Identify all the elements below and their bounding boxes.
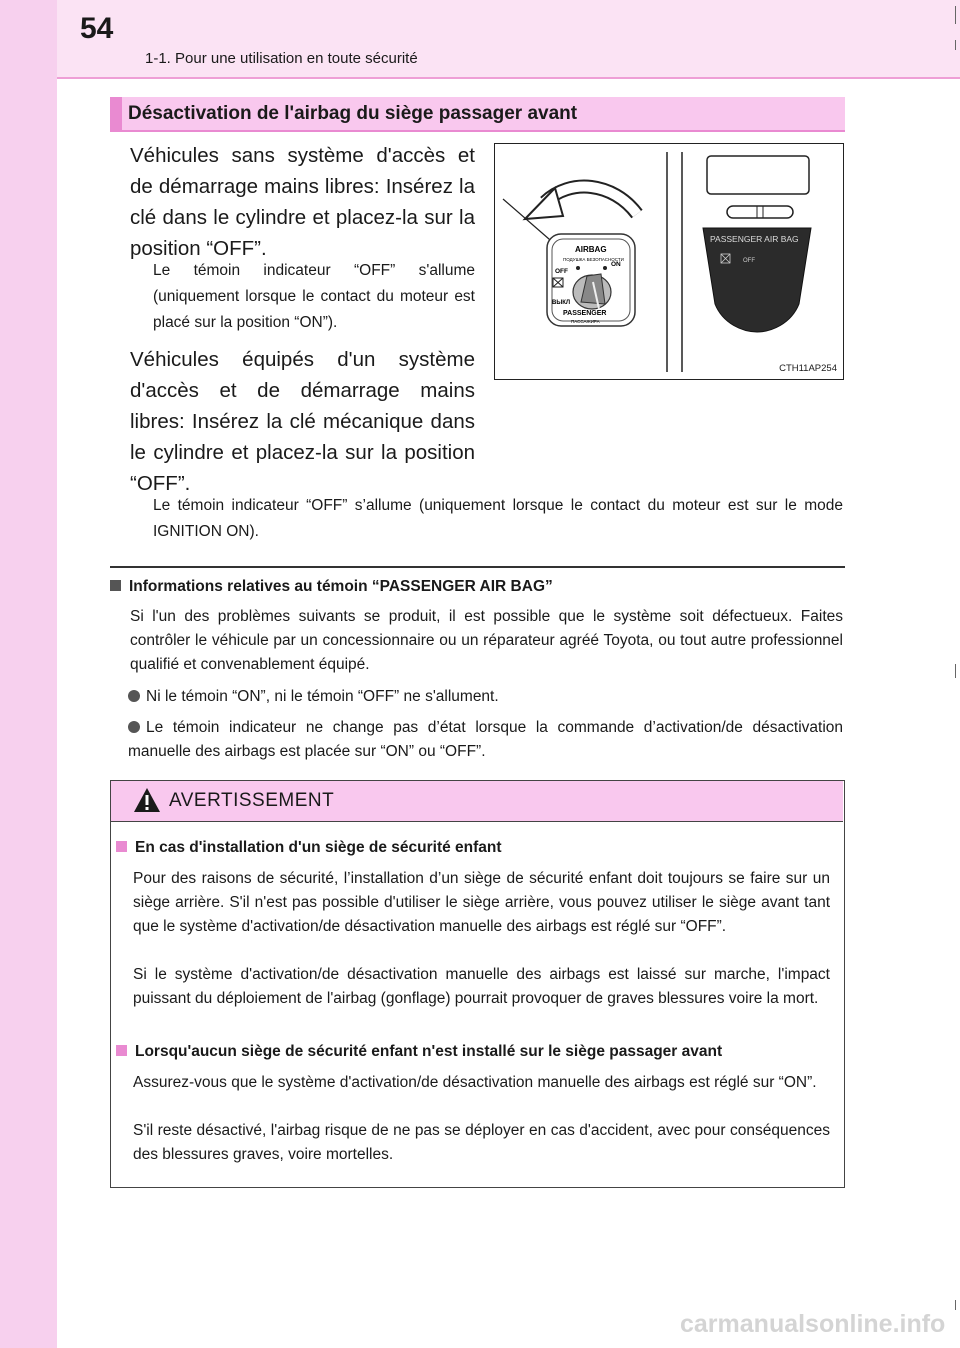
warning-heading-text: En cas d'installation d'un siège de sécurité enfant [135,839,502,856]
left-margin-band [0,0,57,1348]
crop-mark [955,6,956,24]
warning-triangle-icon [133,787,161,813]
illustration-drawing [495,144,844,380]
indicator-label: PASSENGER AIR BAG [710,234,799,244]
crop-mark [955,664,956,678]
warning-text: S'il reste désactivé, l'airbag risque de ne pas se déployer en cas d'accident, avec pour conséquences des blessures graves, voire mortelles. [133,1122,830,1163]
section-title: Désactivation de l'airbag du siège passager avant [128,103,578,124]
page-number: 54 [80,12,114,45]
square-bullet-icon [116,841,127,852]
section-header [110,97,845,130]
bullet-dot-icon [128,721,140,733]
info-bullet-item [128,716,843,764]
info-paragraph: Si l'un des problèmes suivants se produit, il est possible que le système soit défectueux. Faites contrôler le véhicule par un concessionnaire ou un réparateur agréé Toyota, ou tout autre professionnel qualifié et convenablement équipé. [130,608,843,673]
indicator-note-1: Le témoin indicateur “OFF” s'allume (uniquement lorsque le contact du moteur est placé sur la position “ON”). [153,262,475,331]
watermark: carmanualsonline.info [680,1310,946,1338]
warning-text: Assurez-vous que le système d'activation/de désactivation manuelle des airbags est réglé sur “ON”. [133,1074,817,1091]
warning-header [111,781,843,822]
square-bullet-icon [116,1045,127,1056]
info-heading [110,578,553,596]
section-divider [110,566,845,568]
warning-heading-child-seat [116,839,502,857]
passenger-label-ru: ПАССАЖИРА [571,319,600,324]
square-bullet-icon [110,580,121,591]
section-underline [110,130,845,132]
chapter-title: 1-1. Pour une utilisation en toute sécurité [145,50,418,67]
figure-code: CTH11AP254 [779,363,837,374]
off-label-ru: ВЫКЛ [552,300,571,306]
off-label: OFF [555,268,568,275]
crop-mark [955,40,956,50]
warning-title: AVERTISSEMENT [169,790,335,811]
airbag-switch-illustration [494,143,844,380]
instruction-without-smart-key: Véhicules sans système d'accès et de démarrage mains libres: Insérez la clé dans le cylindre et placez-la sur la position “OFF”. [130,144,475,260]
passenger-label: PASSENGER [563,310,607,317]
warning-text: Si le système d'activation/de désactivation manuelle des airbags est laissé sur marche, l'impact puissant du déploiement de l'airbag (gonflage) pourrait provoquer de graves blessures voire la mort. [133,966,830,1007]
indicator-note-2: Le témoin indicateur “OFF” s’allume (uniquement lorsque le contact du moteur est sur le mode IGNITION ON). [153,497,843,540]
info-bullet-item [128,685,843,709]
warning-heading-no-child-seat [116,1043,722,1061]
section-accent [110,97,122,130]
on-label: ON [611,261,621,268]
header-rule [57,77,960,79]
instruction-with-smart-key: Véhicules équipés d'un système d'accès et de démarrage mains libres: Insérez la clé mécanique dans le cylindre et placez-la sur la position “OFF”. [130,348,475,495]
info-bullet-text: Ni le témoin “ON”, ni le témoin “OFF” ne s'allument. [146,688,499,705]
warning-box [110,780,845,1188]
info-bullet-text: Le témoin indicateur ne change pas d’état lorsque la commande d’activation/de désactivation manuelle des airbags est placée sur “ON” ou “OFF”. [128,719,843,760]
switch-label: AIRBAG [575,245,607,254]
warning-text: Pour des raisons de sécurité, l’installation d’un siège de sécurité enfant doit toujours se faire sur un siège arrière. S'il n'est pas possible d'utiliser le siège arrière, vous pouvez utiliser le siège avant tant que le système d'activation/de désactivation manuelle des airbags est réglé sur “OFF”. [133,870,830,935]
warning-heading-text: Lorsqu'aucun siège de sécurité enfant n'est installé sur le siège passager avant [135,1043,723,1060]
switch-label-ru: ПОДУШКА БЕЗОПАСНОСТИ [563,257,624,262]
bullet-dot-icon [128,690,140,702]
indicator-off-label: OFF [743,258,755,264]
crop-mark [955,1300,956,1310]
info-heading-text: Informations relatives au témoin “PASSENGER AIR BAG” [129,578,553,595]
